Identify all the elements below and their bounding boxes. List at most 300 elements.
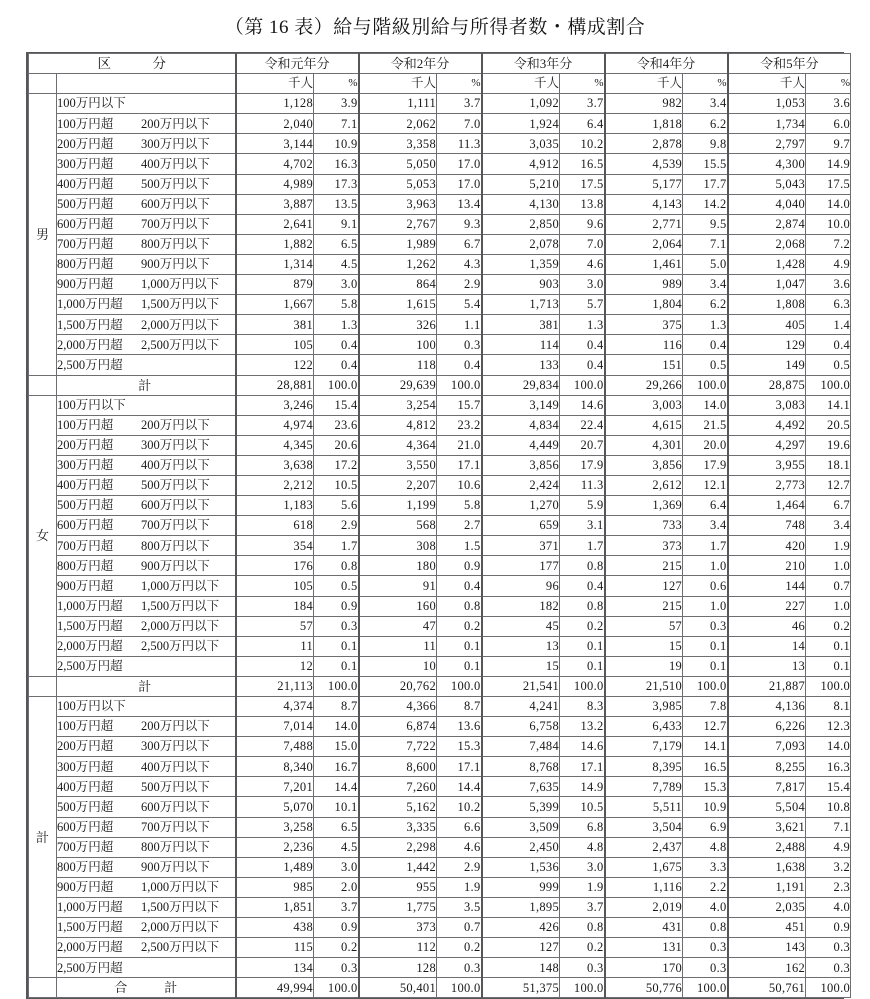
cell-percent: 7.2	[806, 234, 851, 254]
cell-count: 2,236	[236, 837, 314, 857]
cell-count: 7,484	[482, 737, 560, 757]
cell-count: 1,808	[728, 295, 806, 315]
total-cell-count: 51,375	[482, 978, 560, 998]
bracket-label	[57, 877, 236, 897]
cell-count: 1,536	[482, 857, 560, 877]
cell-count: 3,358	[359, 134, 437, 154]
cell-percent: 1.9	[437, 877, 482, 897]
cell-count: 4,136	[728, 697, 806, 717]
cell-count: 1,369	[605, 496, 683, 516]
cell-percent: 0.8	[560, 596, 605, 616]
bracket-lower-bound: 900万円超	[57, 880, 114, 895]
cell-count: 1,895	[482, 897, 560, 917]
bracket-label	[57, 395, 236, 415]
bracket-label	[57, 576, 236, 596]
cell-count: 451	[728, 918, 806, 938]
header-unit-pct-3: %	[683, 74, 728, 94]
cell-count: 2,212	[236, 475, 314, 495]
cell-count: 955	[359, 877, 437, 897]
cell-percent: 2.9	[314, 516, 359, 536]
cell-count: 354	[236, 536, 314, 556]
cell-count: 91	[359, 576, 437, 596]
cell-percent: 6.7	[437, 234, 482, 254]
total-cell-count: 21,541	[482, 676, 560, 696]
cell-count: 4,366	[359, 697, 437, 717]
cell-percent: 3.1	[560, 516, 605, 536]
bracket-upper-bound: 800万円以下	[141, 237, 210, 252]
cell-count: 7,817	[728, 777, 806, 797]
total-cell-count: 29,834	[482, 375, 560, 395]
cell-count: 4,492	[728, 415, 806, 435]
header-kubun: 区 分	[29, 54, 236, 74]
cell-percent: 0.4	[560, 576, 605, 596]
cell-count: 7,260	[359, 777, 437, 797]
cell-count: 1,199	[359, 496, 437, 516]
table-row	[29, 837, 851, 857]
cell-count: 114	[482, 335, 560, 355]
cell-count: 149	[728, 355, 806, 375]
cell-percent: 6.2	[683, 295, 728, 315]
cell-count: 3,335	[359, 817, 437, 837]
cell-count: 3,955	[728, 455, 806, 475]
bracket-lower-bound: 2,500万円超	[57, 960, 123, 975]
cell-count: 1,183	[236, 496, 314, 516]
table-row	[29, 194, 851, 214]
total-cell-count: 21,510	[605, 676, 683, 696]
cell-percent: 1.0	[806, 556, 851, 576]
cell-count: 4,989	[236, 174, 314, 194]
table-row	[29, 938, 851, 958]
bracket-label	[57, 435, 236, 455]
bracket-lower-bound: 300万円超	[57, 759, 114, 774]
cell-percent: 0.4	[437, 355, 482, 375]
cell-count: 2,068	[728, 234, 806, 254]
cell-count: 2,078	[482, 234, 560, 254]
cell-percent: 6.2	[683, 114, 728, 134]
table-row	[29, 636, 851, 656]
cell-count: 903	[482, 275, 560, 295]
bracket-label	[57, 455, 236, 475]
bracket-upper-bound: 500万円以下	[141, 779, 210, 794]
cell-count: 1,053	[728, 94, 806, 114]
cell-percent: 4.3	[437, 254, 482, 274]
table-row	[29, 94, 851, 114]
bracket-upper-bound: 200万円以下	[141, 417, 210, 432]
cell-percent: 6.5	[314, 817, 359, 837]
bracket-upper-bound: 1,500万円以下	[141, 900, 220, 915]
total-cell-percent: 100.0	[683, 375, 728, 395]
cell-count: 3,887	[236, 194, 314, 214]
header-unit-count-4: 千人	[728, 74, 806, 94]
bracket-label	[57, 636, 236, 656]
bracket-lower-bound: 300万円超	[57, 458, 114, 473]
table-row	[29, 496, 851, 516]
bracket-label	[57, 857, 236, 877]
cell-count: 46	[728, 616, 806, 636]
cell-count: 45	[482, 616, 560, 636]
cell-percent: 2.2	[683, 877, 728, 897]
cell-percent: 2.7	[437, 516, 482, 536]
total-cell-percent: 100.0	[437, 676, 482, 696]
bracket-upper-bound: 2,000万円以下	[141, 317, 220, 332]
cell-count: 160	[359, 596, 437, 616]
cell-percent: 0.3	[314, 616, 359, 636]
cell-count: 864	[359, 275, 437, 295]
cell-percent: 13.2	[560, 717, 605, 737]
cell-count: 1,804	[605, 295, 683, 315]
cell-percent: 8.3	[560, 697, 605, 717]
bracket-lower-bound: 300万円超	[57, 156, 114, 171]
cell-percent: 3.6	[806, 275, 851, 295]
table-row	[29, 536, 851, 556]
header-unit-count-3: 千人	[605, 74, 683, 94]
cell-percent: 3.7	[560, 94, 605, 114]
table-row	[29, 777, 851, 797]
cell-count: 373	[605, 536, 683, 556]
cell-count: 7,635	[482, 777, 560, 797]
cell-count: 13	[728, 656, 806, 676]
bracket-lower-bound: 2,000万円超	[57, 940, 123, 955]
cell-count: 5,050	[359, 154, 437, 174]
cell-count: 6,226	[728, 717, 806, 737]
cell-percent: 11.3	[437, 134, 482, 154]
cell-count: 618	[236, 516, 314, 536]
cell-count: 2,641	[236, 214, 314, 234]
cell-count: 5,070	[236, 797, 314, 817]
table-row	[29, 616, 851, 636]
cell-percent: 15.3	[437, 737, 482, 757]
cell-count: 5,504	[728, 797, 806, 817]
table-row	[29, 958, 851, 978]
cell-percent: 17.9	[560, 455, 605, 475]
cell-percent: 23.6	[314, 415, 359, 435]
cell-count: 2,424	[482, 475, 560, 495]
bracket-label	[57, 114, 236, 134]
bracket-upper-bound: 600万円以下	[141, 498, 210, 513]
cell-percent: 16.7	[314, 757, 359, 777]
cell-percent: 13.4	[437, 194, 482, 214]
cell-count: 11	[236, 636, 314, 656]
bracket-upper-bound: 100万円以下	[57, 397, 126, 412]
cell-count: 122	[236, 355, 314, 375]
cell-percent: 12.7	[683, 717, 728, 737]
cell-count: 4,374	[236, 697, 314, 717]
header-year-0: 令和元年分	[236, 54, 359, 74]
bracket-label	[57, 415, 236, 435]
bracket-upper-bound: 300万円以下	[141, 438, 210, 453]
cell-percent: 10.2	[560, 134, 605, 154]
cell-count: 4,130	[482, 194, 560, 214]
total-cell-percent: 100.0	[560, 375, 605, 395]
bracket-label	[57, 335, 236, 355]
table-row	[29, 596, 851, 616]
table-row	[29, 516, 851, 536]
bracket-label	[57, 556, 236, 576]
cell-percent: 6.8	[560, 817, 605, 837]
grand-total-row	[29, 978, 851, 998]
cell-percent: 4.0	[806, 897, 851, 917]
bracket-lower-bound: 2,000万円超	[57, 337, 123, 352]
bracket-lower-bound: 400万円超	[57, 779, 114, 794]
cell-count: 3,638	[236, 455, 314, 475]
cell-count: 2,207	[359, 475, 437, 495]
cell-percent: 17.0	[437, 154, 482, 174]
cell-percent: 7.1	[806, 817, 851, 837]
cell-count: 105	[236, 335, 314, 355]
cell-percent: 23.2	[437, 415, 482, 435]
cell-count: 3,083	[728, 395, 806, 415]
cell-percent: 1.7	[683, 536, 728, 556]
cell-percent: 17.1	[437, 455, 482, 475]
cell-count: 1,191	[728, 877, 806, 897]
cell-count: 375	[605, 315, 683, 335]
cell-count: 4,297	[728, 435, 806, 455]
cell-count: 176	[236, 556, 314, 576]
cell-count: 1,111	[359, 94, 437, 114]
cell-count: 182	[482, 596, 560, 616]
cell-percent: 14.4	[314, 777, 359, 797]
total-cell-percent: 100.0	[560, 978, 605, 998]
cell-percent: 1.0	[806, 596, 851, 616]
cell-percent: 1.3	[683, 315, 728, 335]
cell-count: 2,062	[359, 114, 437, 134]
cell-percent: 8.7	[437, 697, 482, 717]
cell-percent: 13.8	[560, 194, 605, 214]
cell-percent: 3.0	[314, 275, 359, 295]
cell-percent: 6.6	[437, 817, 482, 837]
cell-count: 982	[605, 94, 683, 114]
table-row	[29, 737, 851, 757]
cell-count: 7,488	[236, 737, 314, 757]
header-unit-count-1: 千人	[359, 74, 437, 94]
cell-percent: 17.2	[314, 455, 359, 475]
cell-percent: 17.3	[314, 174, 359, 194]
cell-percent: 10.9	[683, 797, 728, 817]
cell-percent: 1.4	[806, 315, 851, 335]
cell-count: 371	[482, 536, 560, 556]
cell-percent: 5.9	[560, 496, 605, 516]
cell-count: 568	[359, 516, 437, 536]
cell-count: 3,258	[236, 817, 314, 837]
grand-total-label: 合 計	[57, 978, 236, 998]
cell-percent: 10.8	[806, 797, 851, 817]
cell-percent: 5.4	[437, 295, 482, 315]
statistics-table-container	[26, 52, 851, 999]
cell-count: 215	[605, 596, 683, 616]
cell-percent: 17.1	[560, 757, 605, 777]
cell-percent: 0.3	[560, 958, 605, 978]
cell-count: 1,359	[482, 254, 560, 274]
cell-percent: 19.6	[806, 435, 851, 455]
table-row	[29, 797, 851, 817]
bracket-upper-bound: 900万円以下	[141, 558, 210, 573]
bracket-upper-bound: 800万円以下	[141, 538, 210, 553]
cell-percent: 10.2	[437, 797, 482, 817]
total-cell-percent: 100.0	[683, 676, 728, 696]
bracket-upper-bound: 100万円以下	[57, 96, 126, 111]
cell-percent: 9.5	[683, 214, 728, 234]
cell-percent: 17.9	[683, 455, 728, 475]
cell-count: 105	[236, 576, 314, 596]
cell-percent: 14.1	[806, 395, 851, 415]
total-cell-percent: 100.0	[806, 375, 851, 395]
cell-percent: 0.4	[314, 335, 359, 355]
bracket-lower-bound: 200万円超	[57, 438, 114, 453]
cell-count: 131	[605, 938, 683, 958]
cell-percent: 6.0	[806, 114, 851, 134]
cell-count: 8,600	[359, 757, 437, 777]
table-row	[29, 576, 851, 596]
cell-count: 3,035	[482, 134, 560, 154]
bracket-upper-bound: 2,500万円以下	[141, 940, 220, 955]
bracket-lower-bound: 800万円超	[57, 257, 114, 272]
cell-percent: 20.6	[314, 435, 359, 455]
table-row	[29, 817, 851, 837]
cell-percent: 1.1	[437, 315, 482, 335]
cell-percent: 1.0	[683, 596, 728, 616]
cell-percent: 0.4	[683, 335, 728, 355]
bracket-lower-bound: 1,000万円超	[57, 598, 123, 613]
bracket-upper-bound: 700万円以下	[141, 217, 210, 232]
cell-percent: 0.8	[437, 596, 482, 616]
bracket-upper-bound: 1,500万円以下	[141, 598, 220, 613]
cell-percent: 3.7	[437, 94, 482, 114]
cell-percent: 0.8	[560, 556, 605, 576]
cell-percent: 3.7	[560, 897, 605, 917]
total-gender-spacer	[29, 978, 57, 998]
cell-count: 4,345	[236, 435, 314, 455]
bracket-label	[57, 214, 236, 234]
cell-count: 215	[605, 556, 683, 576]
cell-percent: 1.3	[314, 315, 359, 335]
cell-percent: 10.1	[314, 797, 359, 817]
cell-count: 151	[605, 355, 683, 375]
cell-percent: 17.7	[683, 174, 728, 194]
bracket-upper-bound: 1,500万円以下	[141, 297, 220, 312]
cell-percent: 7.0	[437, 114, 482, 134]
cell-count: 733	[605, 516, 683, 536]
cell-percent: 0.2	[806, 616, 851, 636]
cell-percent: 10.0	[806, 214, 851, 234]
header-unit-pct-1: %	[437, 74, 482, 94]
cell-count: 381	[236, 315, 314, 335]
cell-count: 11	[359, 636, 437, 656]
bracket-lower-bound: 900万円超	[57, 277, 114, 292]
total-gender-spacer	[29, 676, 57, 696]
bracket-upper-bound: 200万円以下	[141, 719, 210, 734]
cell-count: 3,246	[236, 395, 314, 415]
cell-percent: 14.0	[683, 395, 728, 415]
cell-percent: 3.9	[314, 94, 359, 114]
cell-percent: 6.4	[683, 496, 728, 516]
bracket-lower-bound: 2,500万円超	[57, 357, 123, 372]
table-row	[29, 234, 851, 254]
bracket-lower-bound: 400万円超	[57, 176, 114, 191]
bracket-upper-bound: 300万円以下	[141, 136, 210, 151]
cell-percent: 6.5	[314, 234, 359, 254]
cell-percent: 10.6	[437, 475, 482, 495]
cell-percent: 11.3	[560, 475, 605, 495]
cell-percent: 0.1	[314, 636, 359, 656]
cell-count: 7,093	[728, 737, 806, 757]
cell-percent: 10.5	[560, 797, 605, 817]
bracket-label	[57, 536, 236, 556]
cell-count: 2,040	[236, 114, 314, 134]
cell-percent: 0.2	[560, 938, 605, 958]
cell-percent: 0.4	[560, 355, 605, 375]
cell-count: 5,162	[359, 797, 437, 817]
cell-percent: 0.2	[560, 616, 605, 636]
cell-count: 12	[236, 656, 314, 676]
cell-percent: 10.9	[314, 134, 359, 154]
cell-count: 1,047	[728, 275, 806, 295]
bracket-lower-bound: 100万円超	[57, 417, 114, 432]
bracket-label	[57, 94, 236, 114]
cell-percent: 4.6	[560, 254, 605, 274]
cell-count: 2,488	[728, 837, 806, 857]
subtotal-row	[29, 676, 851, 696]
cell-count: 127	[482, 938, 560, 958]
header-year-2: 令和3年分	[482, 54, 605, 74]
bracket-lower-bound: 1,500万円超	[57, 920, 123, 935]
cell-count: 134	[236, 958, 314, 978]
cell-percent: 7.1	[314, 114, 359, 134]
cell-count: 6,758	[482, 717, 560, 737]
cell-count: 7,014	[236, 717, 314, 737]
bracket-label	[57, 897, 236, 917]
bracket-label	[57, 516, 236, 536]
bracket-upper-bound: 800万円以下	[141, 839, 210, 854]
bracket-upper-bound: 400万円以下	[141, 156, 210, 171]
cell-percent: 7.8	[683, 697, 728, 717]
bracket-lower-bound: 700万円超	[57, 538, 114, 553]
table-row	[29, 315, 851, 335]
cell-percent: 0.1	[806, 636, 851, 656]
cell-count: 985	[236, 877, 314, 897]
bracket-upper-bound: 100万円以下	[57, 699, 126, 714]
bracket-lower-bound: 200万円超	[57, 136, 114, 151]
bracket-lower-bound: 400万円超	[57, 478, 114, 493]
cell-count: 3,254	[359, 395, 437, 415]
cell-percent: 18.1	[806, 455, 851, 475]
table-row	[29, 174, 851, 194]
bracket-upper-bound: 2,500万円以下	[141, 337, 220, 352]
cell-percent: 9.8	[683, 134, 728, 154]
cell-count: 7,789	[605, 777, 683, 797]
cell-percent: 12.1	[683, 475, 728, 495]
cell-percent: 0.4	[437, 576, 482, 596]
cell-count: 3,856	[605, 455, 683, 475]
cell-percent: 0.1	[314, 656, 359, 676]
bracket-lower-bound: 100万円超	[57, 116, 114, 131]
bracket-upper-bound: 900万円以下	[141, 860, 210, 875]
cell-count: 2,064	[605, 234, 683, 254]
cell-percent: 20.5	[806, 415, 851, 435]
cell-percent: 1.7	[314, 536, 359, 556]
cell-percent: 3.4	[806, 516, 851, 536]
cell-count: 1,116	[605, 877, 683, 897]
cell-percent: 17.1	[437, 757, 482, 777]
cell-percent: 3.5	[437, 897, 482, 917]
cell-percent: 0.1	[683, 636, 728, 656]
cell-percent: 0.4	[560, 335, 605, 355]
cell-percent: 13.5	[314, 194, 359, 214]
cell-count: 3,856	[482, 455, 560, 475]
cell-percent: 15.0	[314, 737, 359, 757]
bracket-lower-bound: 200万円超	[57, 739, 114, 754]
cell-percent: 0.5	[683, 355, 728, 375]
cell-percent: 4.5	[314, 254, 359, 274]
